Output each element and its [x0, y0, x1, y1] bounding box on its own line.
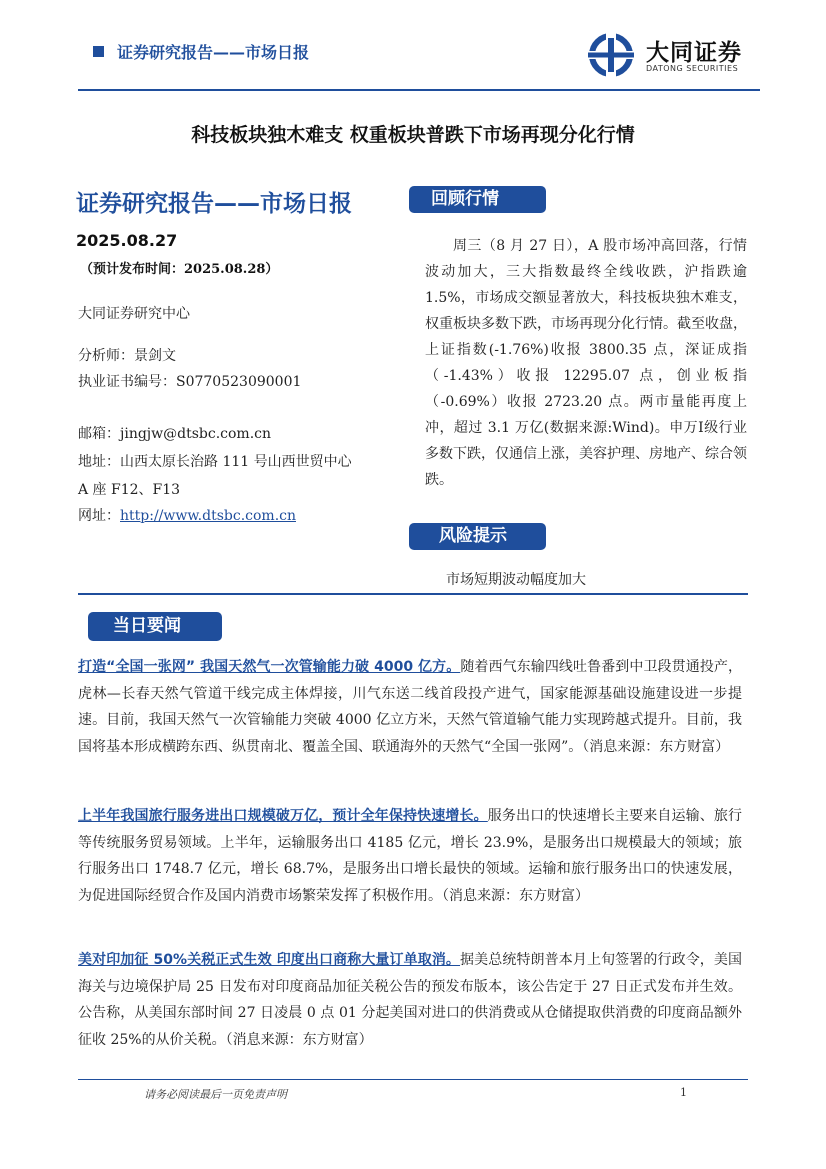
header-divider	[78, 89, 760, 91]
news-item-3	[78, 947, 742, 1053]
tab-news: 当日要闻	[88, 612, 222, 641]
publish-time: （预计发布时间：2025.08.28）	[80, 262, 279, 277]
website-row	[78, 505, 296, 525]
footer-disclaimer: 请务必阅读最后一页免责声明	[144, 1088, 287, 1101]
news-body: 据美总统特朗普本月上旬签署的行政令，美国海关与边境保护局 25 日发布对印度商品加征关税公告的预发布版本，该公告定于 27 日正式发布并生效。公告称，从美国东部时间 27 日凌晨 0 点 01 分起美国对进口的供消费或从仓储提取供消费的印度商品额外征收 25%的从价关税。（消息来源：东方财富）	[78, 952, 743, 1048]
analyst-name: 分析师：景剑文	[78, 348, 176, 364]
review-paragraph: 周三（8 月 27 日），A 股市场冲高回落，行情波动加大，三大指数最终全线收跌，沪指跌逾 1.5%，市场成交额显著放大，科技板块独木难支，权重板块多数下跌，市场再现分化行情。截至收盘，上证指数(-1.76%)收报 3800.35 点，深证成指（-1.43%）收报 12295.07 点，创业板指（-0.69%）收报 2723.20 点。两市量能再度上冲，超过 3.1 万亿(数据来源:Wind)。申万Ⅰ级行业多数下跌，仅通信上涨，美容护理、房地产、综合领跌。	[425, 238, 747, 488]
email: 邮箱：jingjw@dtsbc.com.cn	[78, 426, 271, 442]
risk-text: 市场短期波动幅度加大	[446, 572, 586, 588]
page-number: 1	[680, 1086, 687, 1099]
news-body: 服务出口的快速增长主要来自运输、旅行等传统服务贸易领域。上半年，运输服务出口 4185 亿元，增长 23.9%，是服务出口规模最大的领域；旅行服务出口 1748.7 亿元，增长 68.7%，是服务出口增长最快的领域。运输和旅行服务出口的快速发展，为促进国际经贸合作及国内消费市场繁荣发挥了积极作用。（消息来源：东方财富）	[78, 808, 742, 904]
website-label: 网址：	[78, 508, 120, 524]
report-big-title: 证券研究报告——市场日报	[76, 191, 352, 217]
news-headline: 上半年我国旅行服务进出口规模破万亿，预计全年保持快速增长。	[78, 808, 488, 824]
research-org: 大同证券研究中心	[78, 306, 190, 322]
news-headline: 打造“全国一张网” 我国天然气一次管输能力破 4000 亿方。	[78, 659, 461, 675]
news-headline: 美对印加征 50%关税正式生效 印度出口商称大量订单取消。	[78, 952, 461, 968]
news-item-2	[78, 803, 742, 909]
logo-name-cn: 大同证券	[646, 40, 742, 66]
report-date: 2025.08.27	[76, 231, 178, 250]
address-line-2: A 座 F12、F13	[78, 482, 181, 498]
page-title: 科技板块独木难支 权重板块普跌下市场再现分化行情	[191, 124, 635, 146]
company-logo	[584, 32, 754, 78]
news-body: 随着西气东输四线吐鲁番到中卫段贯通投产，虎林—长春天然气管道干线完成主体焊接，川气东送二线首段投产进气，国家能源基础设施建设进一步提速。目前，我国天然气一次管输能力突破 4000 亿立方米，天然气管道输气能力实现跨越式提升。目前，我国将基本形成横跨东西、纵贯南北、覆盖全国、联通海外的天然气“全国一张网”。（消息来源：东方财富）	[78, 659, 743, 755]
news-item-1	[78, 654, 742, 760]
address-line-1: 地址：山西太原长治路 111 号山西世贸中心	[78, 454, 352, 470]
section-divider	[78, 593, 748, 595]
header-square-icon	[93, 46, 104, 57]
website-link[interactable]: http://www.dtsbc.com.cn	[120, 508, 296, 524]
license-number: 执业证书编号：S0770523090001	[78, 374, 302, 390]
tab-review: 回顾行情	[409, 186, 546, 213]
logo-mark-icon	[584, 32, 638, 78]
tab-risk: 风险提示	[409, 523, 546, 550]
header-report-type: 证券研究报告——市场日报	[117, 43, 310, 62]
logo-name-en: DATONG SECURITIES	[646, 64, 739, 73]
footer-divider	[78, 1079, 748, 1080]
